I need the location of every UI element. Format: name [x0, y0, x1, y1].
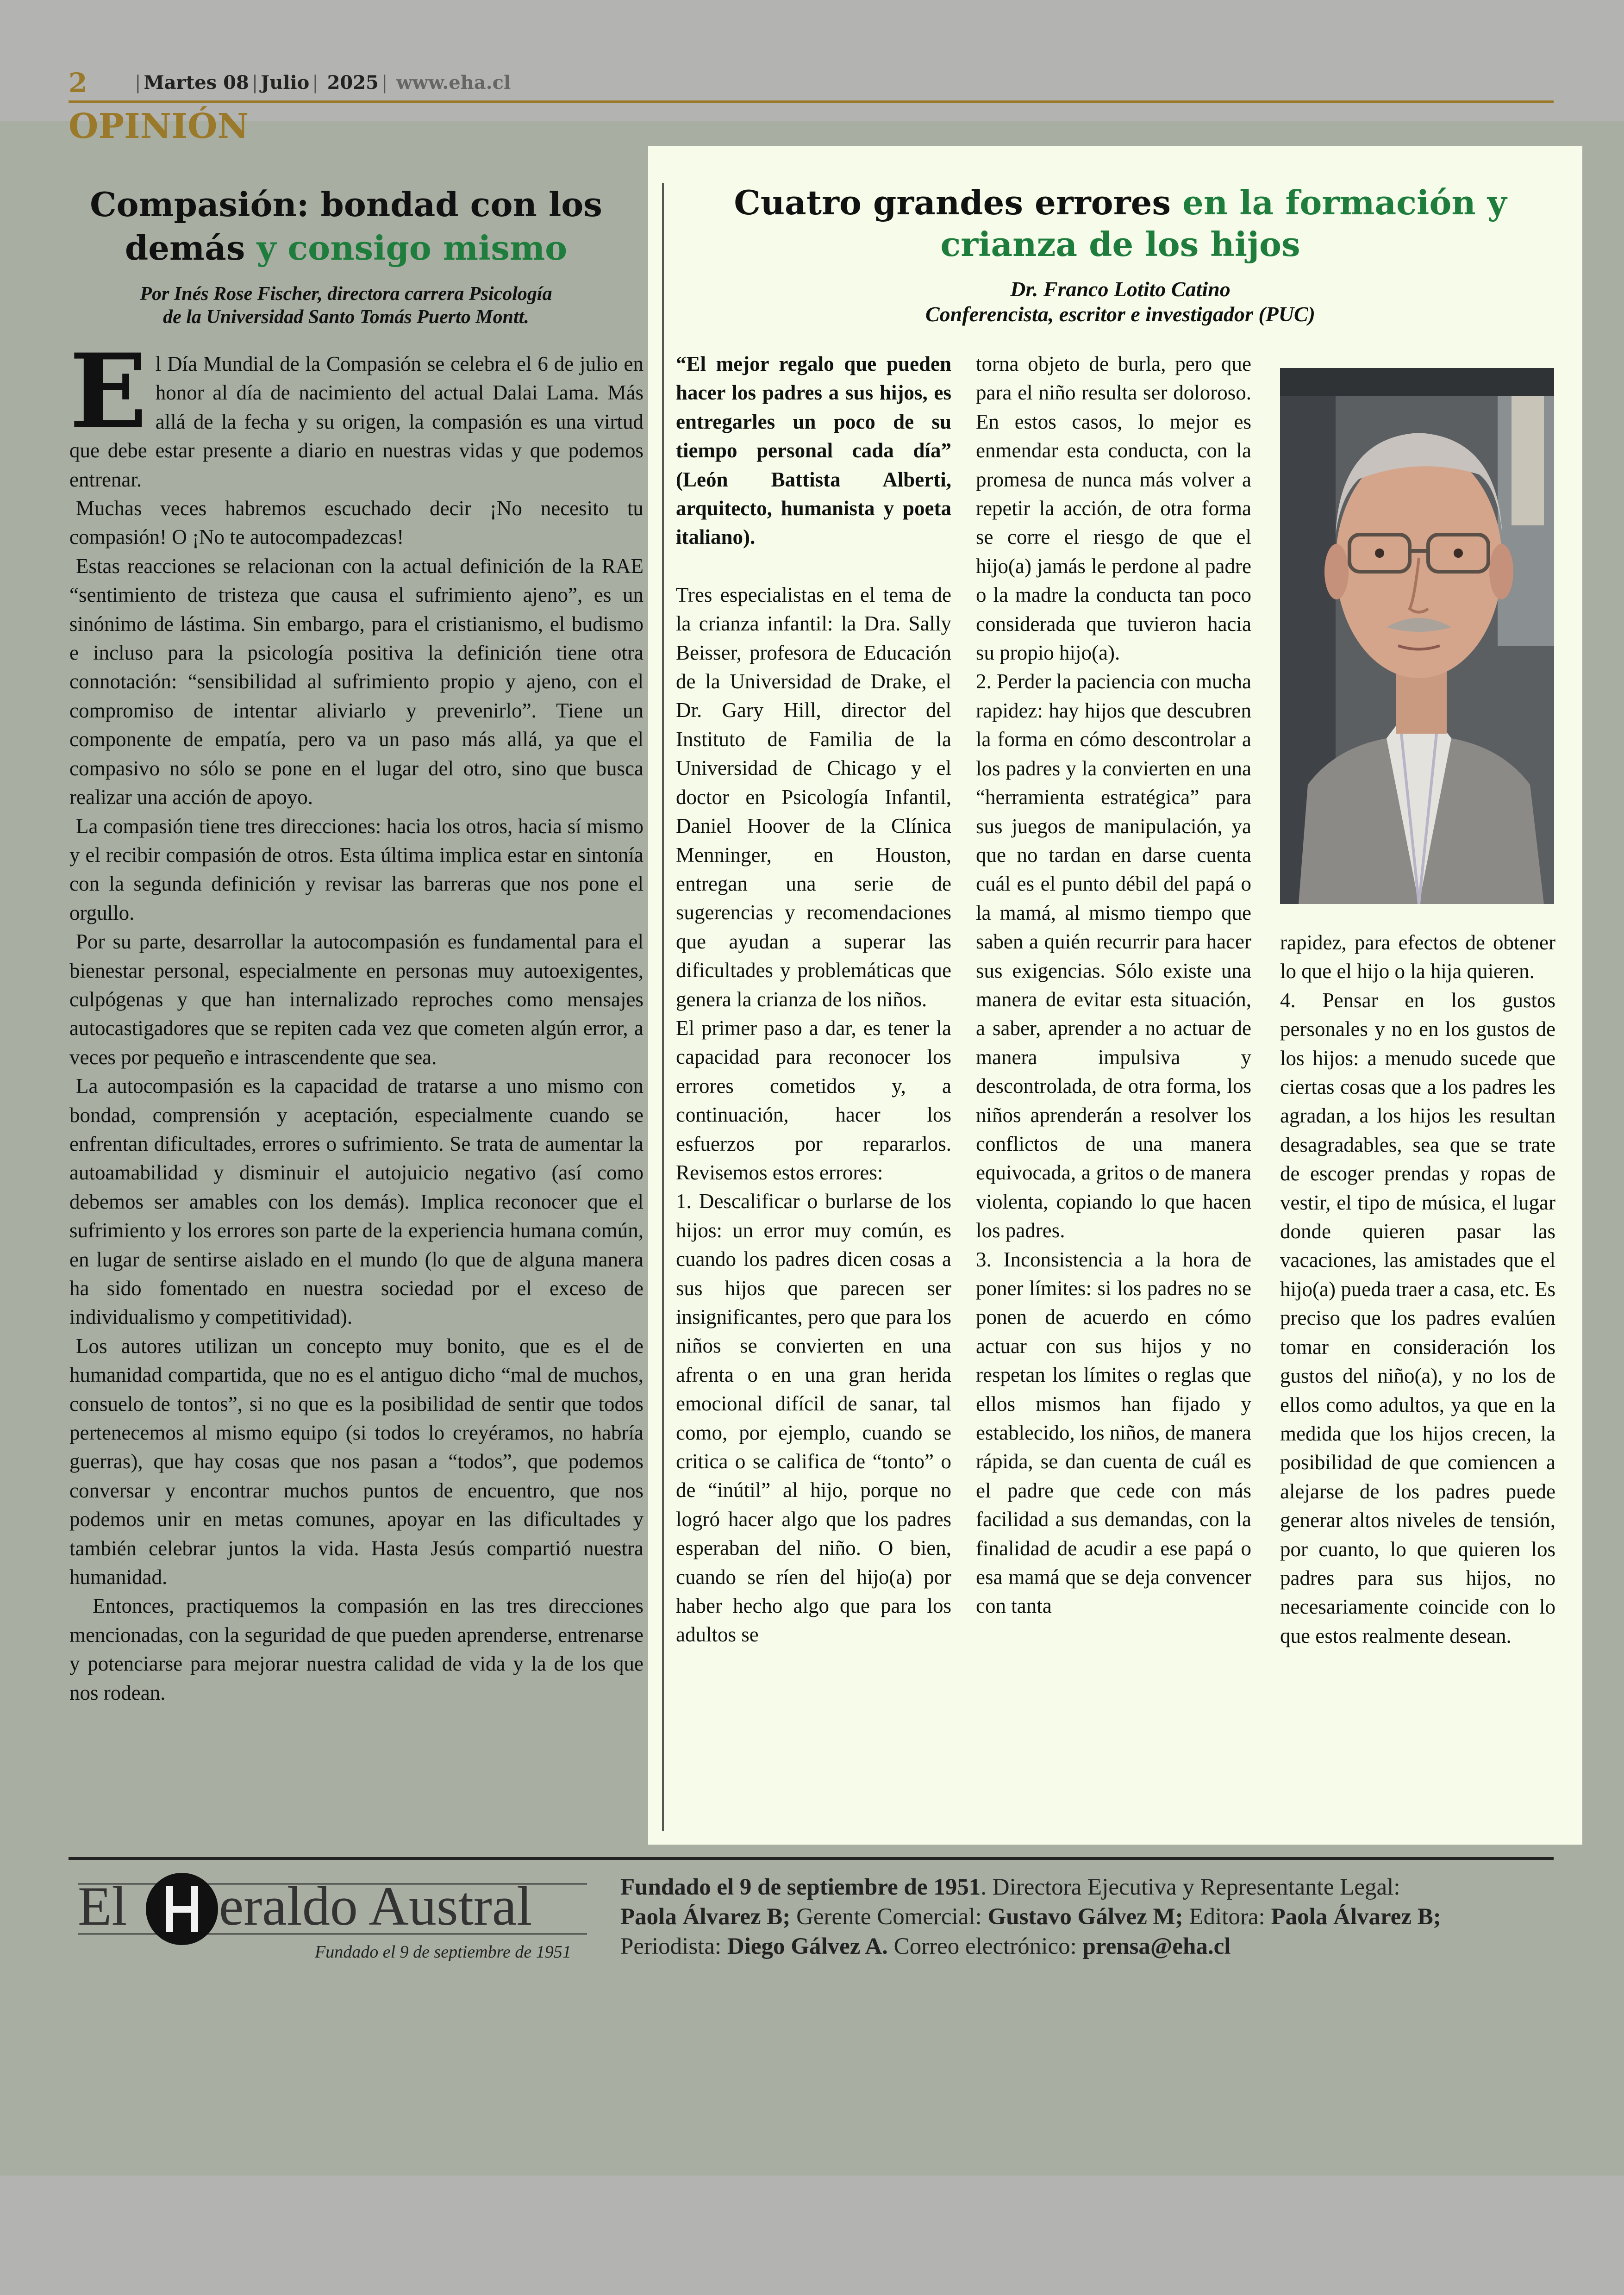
header-weekday-day: Martes 08	[144, 72, 249, 94]
header-date-bar: | Martes 08 | Julio | 2025 | www.eha.cl	[135, 72, 511, 94]
footer-founded: Fundado el 9 de septiembre de 1951	[620, 1874, 981, 1900]
header-rule	[69, 100, 1554, 103]
right-paragraph: 1. Descalificar o burlarse de los hijos: un error muy común, es cuando los padres dicen cosas a sus hijos que parecen ser insignificantes, pero que para los niños se convierten en una afrenta o en una gran herida emocional difícil de sanar, tal como, por ejemplo, cuando se critica o se califica de “tonto” o de “inútil” al hijo, porque no logró hacer algo que los padres esperaban del niño. O bien, cuando se ríen del hijo(a) por haber hecho algo que para los adultos se	[676, 1190, 951, 1646]
right-paragraph: rapidez, para efectos de obtener lo que el hijo o la hija quieren.	[1280, 931, 1555, 983]
right-column-1	[676, 349, 951, 1649]
footer-journalist-label: Periodista:	[620, 1933, 727, 1959]
right-paragraph: Tres especialistas en el tema de la crianza infantil: la Dra. Sally Beisser, profesora de Educación de la Universidad de Drake, el Dr. Gary Hill, director del Instituto de Familia de la Universidad de Chicago y el doctor en Psicología Infantil, Daniel Hoover de la Clínica Menninger, en Houston, entregan una serie de sugerencias y recomendaciones que ayudan a superar las dificultades y problemáticas que genera la crianza de los niños.	[676, 583, 951, 1011]
left-title-part1: Compasión: bondad con los demás	[90, 185, 602, 268]
right-paragraph: El primer paso a dar, es tener la capacidad para reconocer los errores cometidos y, a continuación, hacer los esfuerzos por repararlos. Revisemos estos errores:	[676, 1016, 951, 1184]
right-byline-line2: Conferencista, escritor e investigador (PUC)	[925, 302, 1315, 326]
left-article-title	[69, 183, 623, 270]
left-paragraph: Muchas veces habremos escuchado decir ¡No necesito tu compasión! O ¡No te autocompadezcas!	[69, 497, 643, 549]
right-byline-line1: Dr. Franco Lotito Catino	[1010, 277, 1230, 301]
left-article-body	[69, 331, 643, 1707]
right-title-part1: Cuatro grandes errores	[734, 183, 1183, 222]
footer-manager-label: Gerente Comercial:	[790, 1904, 988, 1930]
left-paragraph-text: l Día Mundial de la Compasión se celebra el 6 de julio en honor al día de nacimiento del actual Dalai Lama. Más allá de la fecha y su origen, la compasión es una virtud que debe estar presente a diario en nuestras vidas y que podemos entrenar.	[69, 352, 643, 491]
right-paragraph: 2. Perder la paciencia con mucha rapidez: hay hijos que descubren la forma en cómo descontrolar a los padres y la convierten en una “herramienta estratégica” para sus juegos de manipulación, ya que no tardan en darse cuenta cuál es el punto débil del papá o la mamá, al mismo tiempo que saben a quién recurrir para hacer sus exigencias. Sólo existe una manera de evitar esta situación, a saber, aprender a no actuar de manera impulsiva y descontrolada, de otra forma, los niños aprenderán a resolver los conflictos de una manera equivocada, a gritos o de manera violenta, copiando lo que hacen los padres.	[976, 670, 1251, 1242]
right-column-2	[976, 349, 1251, 1621]
svg-text:El: El	[78, 1875, 127, 1937]
right-paragraph: 4. Pensar en los gustos personales y no en los gustos de los hijos: a menudo sucede que ciertas cosas que a los padres les agradan, a los hijos les resultan desagradables, sea que se trate de escoger prendas y ropas de vestir, el tipo de música, el lugar donde quieren pasar las vacaciones, las amistades que el hijo(a) pueda traer a casa, etc. Es preciso que los padres evalúen tomar en consideración los gustos del niño(a), y no los de ellos como adultos, ya que en la medida que los hijos crecen, la posibilidad de que comiencen a alejarse de los padres puede generar altos niveles de tensión, por cuanto, lo que quieren los padres para sus hijos, no necesariamente coincide con lo que estos realmente desean.	[1280, 988, 1555, 1647]
footer-director-label: . Directora Ejecutiva y Representante Legal:	[981, 1874, 1400, 1900]
left-byline-line2: de la Universidad Santo Tomás Puerto Montt.	[163, 306, 529, 328]
page-number: 2	[69, 67, 87, 99]
left-paragraph: Los autores utilizan un concepto muy bonito, que es el de humanidad compartida, que no es el antiguo dicho “mal de muchos, consuelo de tontos”, si no que es la posibilidad de sentir que todos pertenecemos al mismo equipo (si todos lo creyéramos, no habría guerras), que hay cosas que nos pasan a “todos”, que podemos conversar y encontrar muchos puntos de encuentro, que nos podemos unir en metas comunes, apoyar en las dificultades y también celebrar juntos la vida. Hasta Jesús compartió nuestra humanidad.	[69, 1334, 643, 1589]
left-title-part2: y consigo mismo	[256, 228, 568, 268]
header-url-link[interactable]: www.eha.cl	[396, 72, 511, 94]
right-paragraph: torna objeto de burla, pero que para el niño resulta ser doloroso. En estos casos, lo mejor es enmendar esta conducta, con la promesa de nunca más volver a repetir la acción, de otra forma se corre el riesgo de que el hijo(a) jamás le perdone al padre o la madre la conducta tan poco considerada que tuvieron hacia su propio hijo(a).	[976, 352, 1251, 665]
author-portrait-photo	[1280, 368, 1554, 904]
header-month: Julio	[261, 72, 310, 94]
footer-director-name: Paola Álvarez B;	[620, 1904, 791, 1930]
portrait-illustration	[1280, 368, 1554, 904]
left-paragraph: Entonces, practiquemos la compasión en las tres direcciones mencionadas, con la seguridad de que pueden aprenderse, entrenarse y potenciarse para mejorar nuestra calidad de vida y la de los que nos rodean.	[69, 1594, 643, 1704]
header-year: 2025	[327, 72, 379, 94]
section-title: OPINIÓN	[69, 106, 249, 146]
left-paragraph: Estas reacciones se relacionan con la actual definición de la RAE “sentimiento de tristeza que causa el sufrimiento ajeno”, es un sinónimo de lástima. Sin embargo, para el cristianismo, el budismo e incluso para la psicología positiva la definición tiene otra connotación: “sensibilidad al sufrimiento propio y ajeno, con el compromiso de intentar aliviarlo y prevenirlo”. Tiene un componente de empatía, pero va un paso más allá, ya que el compasivo no sólo se pone en el lugar del otro, sino que busca realizar una acción de apoyo.	[69, 554, 643, 809]
left-byline-line1: Por Inés Rose Fischer, directora carrera Psicología	[140, 283, 552, 305]
right-column-3	[1280, 928, 1555, 1650]
right-article-title	[667, 182, 1574, 265]
left-paragraph	[69, 331, 643, 494]
heraldo-logo-mark	[78, 1870, 596, 1949]
svg-text:eraldo Austral: eraldo Austral	[219, 1875, 532, 1937]
logo-tagline: Fundado el 9 de septiembre de 1951	[315, 1942, 571, 1962]
footer-editor-label: Editora:	[1183, 1904, 1271, 1930]
left-paragraph: La compasión tiene tres direcciones: hacia los otros, hacia sí mismo y el recibir compasión de otros. Esta última implica estar en sintonía con la segunda definición y revisar las barreras que nos pone el orgullo.	[69, 814, 643, 924]
footer-email-label: Correo electrónico:	[887, 1933, 1083, 1959]
right-title-part2: en la formación y crianza de los hijos	[940, 183, 1507, 264]
opening-quote: “El mejor regalo que pueden hacer los padres a sus hijos, es entregarles un poco de su tiempo personal cada día” (León Battista Alberti, arquitecto, humanista y poeta italiano).	[676, 352, 951, 549]
right-article-byline	[667, 277, 1574, 327]
column-divider	[662, 183, 664, 1831]
footer-editor-name: Paola Álvarez B;	[1271, 1904, 1441, 1930]
footer-credits	[620, 1872, 1569, 1961]
footer-manager-name: Gustavo Gálvez M;	[987, 1904, 1183, 1930]
newspaper-logo	[78, 1870, 596, 1949]
footer-journalist-name: Diego Gálvez A.	[727, 1933, 888, 1959]
left-article-byline	[69, 282, 623, 329]
left-paragraph: Por su parte, desarrollar la autocompasión es fundamental para el bienestar personal, especialmente en personas muy autoexigentes, culpógenas y que han internalizado reproches como mensajes autocastigadores que se repiten cada vez que cometen algún error, a veces por pequeño e intrascendente que sea.	[69, 930, 643, 1069]
footer-email-link[interactable]: prensa@eha.cl	[1082, 1933, 1231, 1959]
drop-cap: E	[69, 331, 147, 451]
left-paragraph: La autocompasión es la capacidad de tratarse a uno mismo con bondad, comprensión y aceptación, especialmente cuando se enfrentan dificultades, errores o sufrimiento. Se trata de aumentar la autoamabilidad y disminuir el autojuicio negativo (así como debemos ser amables con los demás). Implica reconocer que el sufrimiento y los errores son parte de la experiencia humana común, en lugar de sentirse aislado en el mundo (lo que de alguna manera ha sido fomentado en nuestra sociedad por el exceso de individualismo y competitividad).	[69, 1074, 643, 1329]
footer-rule	[69, 1857, 1554, 1860]
right-paragraph: 3. Inconsistencia a la hora de poner límites: si los padres no se ponen de acuerdo en cómo actuar con sus hijos y no respetan los límites o reglas que ellos mismos han fijado y establecido, los niños, de manera rápida, se dan cuenta de cuál es el padre que cede con más facilidad a sus demandas, con la finalidad de acudir a ese papá o esa mamá que se deja convencer con tanta	[976, 1247, 1251, 1618]
